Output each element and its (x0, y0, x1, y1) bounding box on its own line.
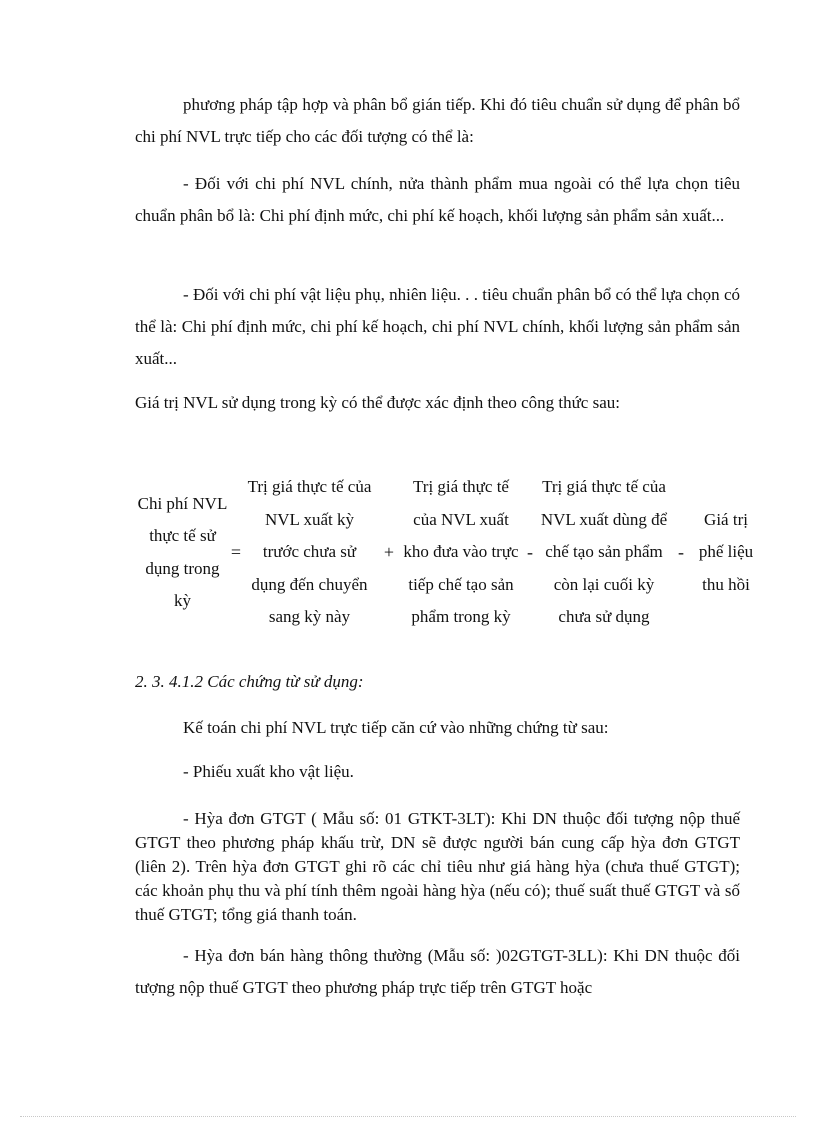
paragraph-allocation-intro: phương pháp tập hợp và phân bổ gián tiếp. Khi đó tiêu chuẩn sử dụng để phân bổ chi phí NVL trực tiếp cho các đối tượng có thể là: (135, 95, 740, 146)
section-heading: 2. 3. 4.1.2 Các chứng từ sử dụng: (135, 672, 364, 691)
formula-term-issued: Trị giá thực tế của NVL xuất kho đưa vào trực tiếp chế tạo sản phẩm trong kỳ (403, 477, 519, 627)
formula-equals: = (230, 542, 242, 563)
formula-term-remaining: Trị giá thực tế của NVL xuất dùng để chế tạo sản phẩm còn lại cuối kỳ chưa sử dụng (540, 477, 668, 627)
item-sales-invoice: - Hỳa đơn bán hàng thông thường (Mẫu số: )02GTGT-3LL): Khi DN thuộc đối tượng nộp thuế GTGT theo phương pháp trực tiếp trên GTGT hoặc (135, 946, 740, 997)
formula-plus: + (383, 542, 395, 563)
paragraph-auxiliary-materials: - Đối với chi phí vật liệu phụ, nhiên liệu. . . tiêu chuẩn phân bổ có thể lựa chọn có thể là: Chi phí định mức, chi phí kế hoạch, chi phí NVL chính, khối lượng sản phẩm sản xuất... (135, 285, 740, 368)
cost-formula (135, 440, 765, 665)
documents-intro: Kế toán chi phí NVL trực tiếp căn cứ vào những chứng từ sau: (183, 718, 609, 737)
page-bottom-divider (20, 1116, 796, 1117)
formula-result: Chi phí NVL thực tế sử dụng trong kỳ (137, 493, 228, 610)
item-warehouse-slip: - Phiếu xuất kho vật liệu. (183, 762, 354, 781)
formula-minus-2: - (678, 542, 684, 563)
formula-term-scrap: Giá trị phế liệu thu hồi (698, 509, 754, 594)
formula-term-previous-period: Trị giá thực tế của NVL xuất kỳ trước chưa sử dụng đến chuyển sang kỳ này (247, 477, 372, 627)
paragraph-main-materials: - Đối với chi phí NVL chính, nửa thành phẩm mua ngoài có thể lựa chọn tiêu chuẩn phân bổ là: Chi phí định mức, chi phí kế hoạch, khối lượng sản phẩm sản xuất... (135, 174, 740, 225)
paragraph-formula-intro: Giá trị NVL sử dụng trong kỳ có thể được xác định theo công thức sau: (135, 393, 620, 412)
item-vat-invoice: - Hỳa đơn GTGT ( Mẫu số: 01 GTKT-3LT): Khi DN thuộc đối tượng nộp thuế GTGT theo phương pháp khấu trừ, DN sẽ được người bán cung cấp hỳa đơn GTGT (liên 2). Trên hỳa đơn GTGT ghi rõ các chỉ tiêu như giá hàng hỳa (chưa thuế GTGT); các khoản phụ thu và phí tính thêm ngoài hàng hỳa (nếu có); thuế suất thuế GTGT và số thuế GTGT; tổng giá thanh toán. (135, 809, 740, 924)
formula-minus-1: - (527, 542, 533, 563)
